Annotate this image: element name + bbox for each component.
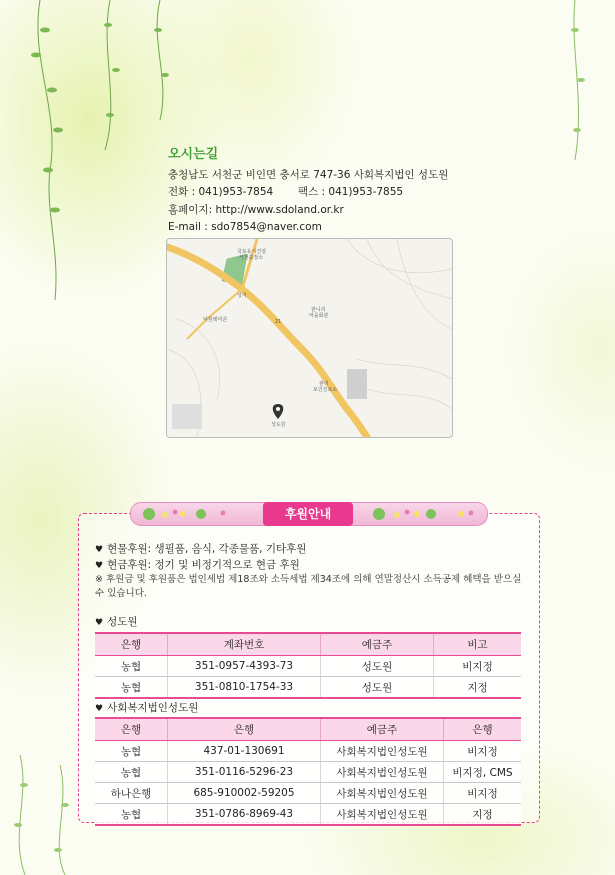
email-line[interactable]: E-mail : sdo7854@naver.com <box>168 221 322 233</box>
vine-decoration-right <box>515 0 615 200</box>
table-row: 농협 351-0786-8969-43 사회복지법인성도원 지정 <box>95 804 521 826</box>
section-title-foundation: ♥ 사회복지법인성도원 <box>95 702 199 714</box>
table-row: 농협 351-0810-1754-33 성도원 지정 <box>95 677 521 699</box>
account-table-foundation <box>95 717 521 826</box>
table-row: 농협 351-0957-4393-73 성도원 비지정 <box>95 656 521 677</box>
svg-text:서천출장소: 서천출장소 <box>239 255 264 261</box>
table-header: 은행 <box>95 633 168 656</box>
svg-text:보건진료소: 보건진료소 <box>313 387 338 393</box>
map-label-junction: 성거 <box>237 293 247 299</box>
heart-icon: ♥ <box>95 545 104 555</box>
table-header: 계좌번호 <box>168 633 321 656</box>
heart-icon: ♥ <box>95 561 104 571</box>
table-header: 은행 <box>168 718 321 741</box>
phone-fax-line <box>168 184 448 202</box>
svg-text:관리: 관리 <box>319 381 329 387</box>
table-header: 은행 <box>444 718 522 741</box>
account-table-sdw <box>95 632 521 699</box>
homepage-line[interactable]: 홈페이지: http://www.sdoland.or.kr <box>168 203 344 216</box>
table-header: 비고 <box>434 633 522 656</box>
contact-info <box>168 146 448 237</box>
section-title-sdw: ♥ 성도원 <box>95 616 138 628</box>
fax-text: 팩스 : 041)953-7855 <box>297 186 404 198</box>
address-line: 충청남도 서천군 비인면 충서로 747-36 사회복지법인 성도원 <box>168 168 449 181</box>
heart-icon: ♥ <box>95 704 104 714</box>
support-banner-title: 후원안내 <box>263 502 353 526</box>
phone-text: 전화 : 041)953-7854 <box>168 186 274 198</box>
heart-icon: ♥ <box>95 618 104 628</box>
svg-text:관니리: 관니리 <box>311 307 326 313</box>
map-label-left: 덕원레미콘 <box>203 317 228 323</box>
contact-title: 오시는길 <box>168 147 219 162</box>
table-row: 농협 351-0116-5296-23 사회복지법인성도원 비지정, CMS <box>95 762 521 783</box>
support-item-goods: ♥ 현물후원: 생필품, 음식, 각종물품, 기타후원 <box>95 543 307 555</box>
location-map[interactable] <box>166 238 453 438</box>
tax-note: ※ 후원금 및 후원품은 법인세법 제18조와 소득세법 제34조에 의해 연말정산시 소득공제 혜택을 받으실 수 있습니다. <box>95 574 522 599</box>
table-header: 예금주 <box>321 718 444 741</box>
map-graphic <box>167 239 452 437</box>
table-header: 예금주 <box>321 633 434 656</box>
support-item-cash: ♥ 현금후원: 정기 및 비정기적으로 현금 후원 <box>95 559 300 571</box>
table-row: 농협 437-01-130691 사회복지법인성도원 비지정 <box>95 741 521 762</box>
svg-text:마을회관: 마을회관 <box>309 313 329 319</box>
map-label-pin: 성도원 <box>271 422 286 428</box>
svg-text:국토유지건설: 국토유지건설 <box>237 249 266 255</box>
table-header: 은행 <box>95 718 168 741</box>
map-label-road: 21 <box>275 319 282 325</box>
table-row: 하나은행 685-910002-59205 사회복지법인성도원 비지정 <box>95 783 521 804</box>
location-pin-icon <box>273 404 284 419</box>
